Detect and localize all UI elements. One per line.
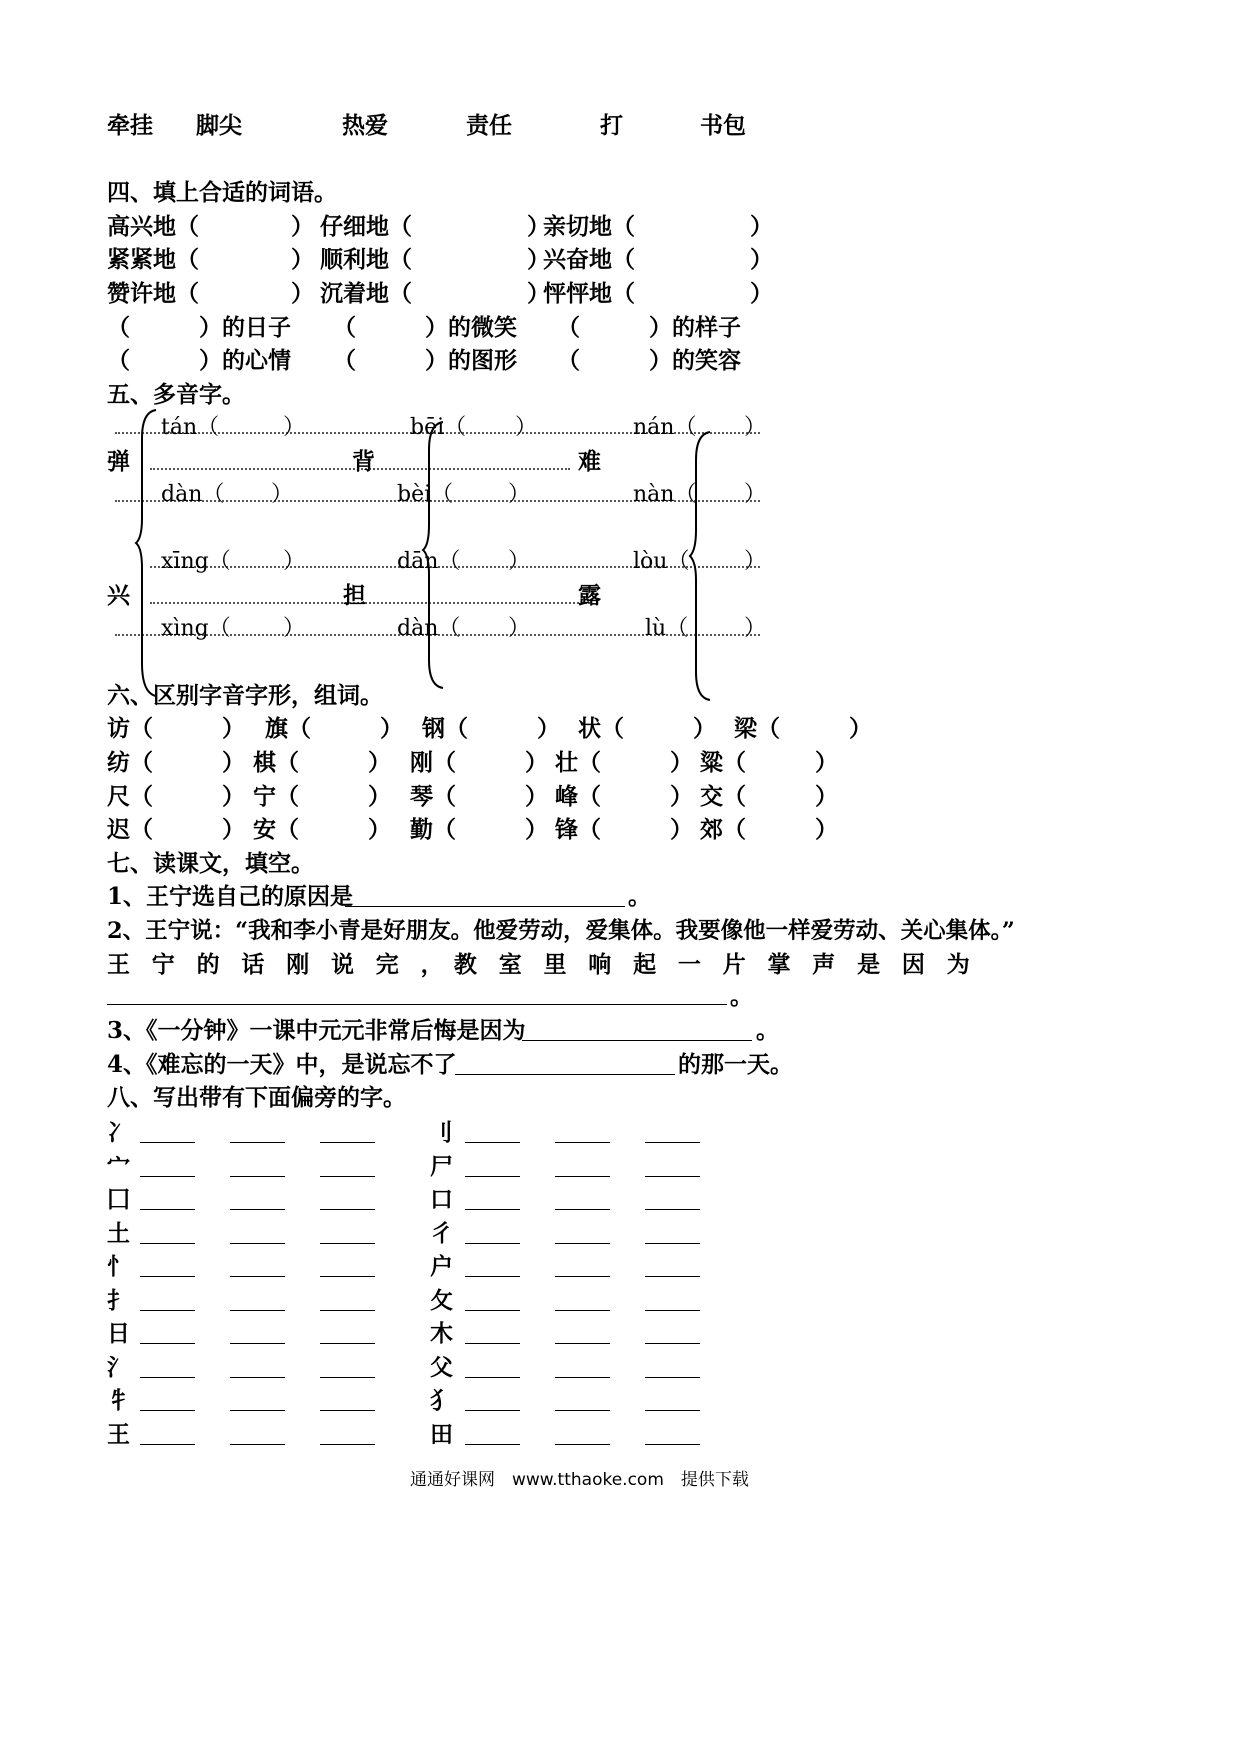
answer-line (465, 1377, 520, 1378)
answer-line (465, 1410, 520, 1411)
word-3: 热爱 (342, 112, 388, 139)
answer-line (230, 1310, 285, 1311)
close-paren: ） (508, 549, 531, 574)
pinyin-label: xīng（ (161, 549, 231, 574)
radical-char: 扌 (107, 1286, 130, 1314)
radical-char: 氵 (107, 1353, 130, 1381)
answer-line (140, 1343, 195, 1344)
answer-line (140, 1444, 195, 1445)
answer-line (555, 1377, 610, 1378)
answer-line (140, 1276, 195, 1277)
radical-char: 攵 (430, 1286, 453, 1314)
brace-icon (134, 408, 162, 698)
answer-line (555, 1176, 610, 1177)
brace-icon (688, 430, 716, 702)
answer-line (230, 1142, 285, 1143)
answer-line (345, 906, 625, 907)
answer-line (522, 1040, 752, 1041)
answer-line (645, 1142, 700, 1143)
fill-item: （ ）的笑容 (557, 347, 741, 374)
fill-item: 赞许地（ ） (107, 280, 314, 307)
char-item: 交（ ） (700, 783, 838, 810)
answer-line (140, 1377, 195, 1378)
section-5-title: 五、多音字。 (107, 381, 245, 408)
answer-line (230, 1410, 285, 1411)
section-8-title: 八、写出带有下面偏旁的字。 (107, 1084, 406, 1111)
answer-line (230, 1209, 285, 1210)
answer-line (555, 1444, 610, 1445)
answer-line (230, 1176, 285, 1177)
answer-line (645, 1209, 700, 1210)
radical-char: 尸 (430, 1152, 453, 1180)
char-item: 安（ ） (253, 816, 391, 843)
question-3: 3、《一分钟》一课中元元非常后悔是因为 (107, 1017, 526, 1044)
fill-item: 顺利地（ ） (320, 246, 550, 273)
answer-line (107, 1004, 727, 1005)
pinyin-label: nán（ (633, 415, 697, 440)
question-4-end: 的那一天。 (678, 1051, 793, 1078)
answer-line (555, 1310, 610, 1311)
answer-line (140, 1176, 195, 1177)
char-item: 钢（ ） (422, 715, 560, 742)
fill-item: （ ）的图形 (333, 347, 517, 374)
pinyin-label: lù（ (645, 616, 689, 641)
pinyin-label: lòu（ (633, 549, 690, 574)
answer-line (320, 1276, 375, 1277)
char-item: 访（ ） (107, 715, 245, 742)
radical-char: 忄 (107, 1253, 130, 1280)
close-paren: ） (744, 616, 767, 641)
question-2: 2、王宁说：“我和李小青是好朋友。他爱劳动，爱集体。我要像他一样爱劳动、关心集体。” (107, 918, 1015, 944)
answer-line (320, 1410, 375, 1411)
answer-line (320, 1377, 375, 1378)
char-item: 迟（ ） (107, 816, 245, 843)
polyphone-char: 兴 (107, 582, 130, 609)
fill-item: （ ）的心情 (107, 347, 291, 374)
section-4-title: 四、填上合适的词语。 (107, 179, 337, 206)
answer-line (140, 1142, 195, 1143)
answer-line (645, 1410, 700, 1411)
radical-char: 田 (430, 1420, 453, 1448)
radical-char: 冫 (107, 1119, 130, 1146)
answer-line (465, 1176, 520, 1177)
char-item: 宁（ ） (253, 783, 391, 810)
dotted-line (150, 602, 590, 604)
word-4: 责任 (466, 112, 512, 139)
close-paren: ） (283, 415, 306, 440)
char-item: 壮（ ） (555, 749, 693, 776)
answer-line (465, 1276, 520, 1277)
close-paren: ） (515, 415, 538, 440)
pinyin-label: nàn（ (633, 482, 697, 507)
answer-line (555, 1209, 610, 1210)
polyphone-char: 弹 (107, 448, 130, 475)
answer-line (320, 1444, 375, 1445)
answer-line (645, 1343, 700, 1344)
answer-line (555, 1276, 610, 1277)
pinyin-label: dàn（ (397, 616, 461, 641)
answer-line (555, 1410, 610, 1411)
radical-char: 牜 (107, 1387, 130, 1414)
radical-char: 囗 (107, 1186, 130, 1213)
answer-line (645, 1276, 700, 1277)
answer-line (320, 1209, 375, 1210)
question-4: 4、《难忘的一天》中，是说忘不了 (107, 1051, 457, 1078)
fill-item: 怦怦地（ ） (543, 280, 773, 307)
answer-line (230, 1444, 285, 1445)
close-paren: ） (744, 549, 767, 574)
section-6-title: 六、区别字音字形，组词。 (107, 682, 383, 709)
footer-text: 通通好课网 www.tthaoke.com 提供下载 (410, 1470, 749, 1490)
close-paren: ） (508, 616, 531, 641)
polyphone-char: 背 (352, 448, 375, 475)
fill-item: 兴奋地（ ） (543, 246, 773, 273)
char-item: 郊（ ） (700, 816, 838, 843)
punct: 。 (756, 1017, 779, 1044)
polyphone-char: 难 (578, 448, 601, 475)
answer-line (555, 1243, 610, 1244)
word-6: 书包 (700, 112, 746, 139)
radical-char: 户 (430, 1253, 453, 1280)
char-item: 锋（ ） (555, 816, 693, 843)
answer-line (140, 1209, 195, 1210)
answer-line (320, 1176, 375, 1177)
answer-line (455, 1074, 675, 1075)
answer-line (230, 1377, 285, 1378)
answer-line (465, 1444, 520, 1445)
answer-line (465, 1310, 520, 1311)
char-item: 状（ ） (578, 715, 716, 742)
section-7-title: 七、读课文，填空。 (107, 850, 314, 877)
answer-line (320, 1243, 375, 1244)
fill-item: （ ）的样子 (557, 314, 741, 341)
pinyin-label: bēi（ (410, 415, 467, 440)
answer-line (320, 1310, 375, 1311)
answer-line (555, 1343, 610, 1344)
answer-line (230, 1243, 285, 1244)
char-item: 刚（ ） (410, 749, 548, 776)
close-paren: ） (744, 415, 767, 440)
answer-line (645, 1377, 700, 1378)
answer-line (230, 1343, 285, 1344)
char-item: 尺（ ） (107, 783, 245, 810)
answer-line (140, 1243, 195, 1244)
char-item: 粱（ ） (700, 749, 838, 776)
close-paren: ） (744, 482, 767, 507)
fill-item: （ ）的日子 (107, 314, 291, 341)
fill-item: 亲切地（ ） (543, 213, 773, 240)
fill-item: 仔细地（ ） (320, 213, 550, 240)
char-item: 旗（ ） (265, 715, 403, 742)
pinyin-label: dàn（ (161, 482, 225, 507)
answer-line (465, 1209, 520, 1210)
radical-char: 王 (107, 1420, 130, 1448)
char-item: 峰（ ） (555, 783, 693, 810)
answer-line (320, 1343, 375, 1344)
answer-line (465, 1243, 520, 1244)
radical-char: 木 (430, 1320, 453, 1347)
answer-line (645, 1243, 700, 1244)
char-item: 勤（ ） (410, 816, 548, 843)
answer-line (320, 1142, 375, 1143)
fill-item: 紧紧地（ ） (107, 246, 314, 273)
close-paren: ） (271, 482, 294, 507)
word-1: 牵挂 (107, 112, 153, 139)
radical-char: 彳 (430, 1219, 453, 1247)
punct: 。 (628, 883, 651, 910)
answer-line (645, 1310, 700, 1311)
radical-char: 犭 (430, 1387, 453, 1414)
word-2: 脚尖 (196, 112, 242, 139)
pinyin-label: dān（ (397, 549, 461, 574)
brace-icon (421, 420, 449, 690)
answer-line (465, 1343, 520, 1344)
close-paren: ） (283, 616, 306, 641)
char-item: 棋（ ） (253, 749, 391, 776)
question-2-cont: 王 宁 的 话 刚 说 完 ， 教 室 里 响 起 一 片 掌 声 是 因 为 (107, 951, 970, 978)
char-item: 琴（ ） (410, 783, 548, 810)
pinyin-label: tán（ (161, 415, 220, 440)
close-paren: ） (283, 549, 306, 574)
polyphone-char: 担 (343, 582, 366, 609)
question-1: 1、王宁选自己的原因是 (107, 883, 354, 910)
radical-char: 土 (107, 1219, 130, 1247)
answer-line (465, 1142, 520, 1143)
radical-char: 口 (430, 1186, 453, 1213)
answer-line (645, 1176, 700, 1177)
radical-char: 日 (107, 1320, 130, 1347)
punct: 。 (730, 983, 753, 1010)
radical-char: 刂 (430, 1119, 453, 1146)
fill-item: 沉着地（ ） (320, 280, 550, 307)
word-5: 打 (600, 112, 623, 139)
answer-line (140, 1310, 195, 1311)
answer-line (230, 1276, 285, 1277)
answer-line (645, 1444, 700, 1445)
char-item: 纺（ ） (107, 749, 245, 776)
pinyin-label: bèi（ (397, 482, 454, 507)
fill-item: 高兴地（ ） (107, 213, 314, 240)
fill-item: （ ）的微笑 (333, 314, 517, 341)
polyphone-char: 露 (578, 582, 601, 609)
radical-char: 宀 (107, 1152, 130, 1180)
radical-char: 父 (430, 1353, 453, 1381)
pinyin-label: xìng（ (161, 616, 231, 641)
answer-line (555, 1142, 610, 1143)
close-paren: ） (508, 482, 531, 507)
char-item: 梁（ ） (734, 715, 872, 742)
answer-line (140, 1410, 195, 1411)
